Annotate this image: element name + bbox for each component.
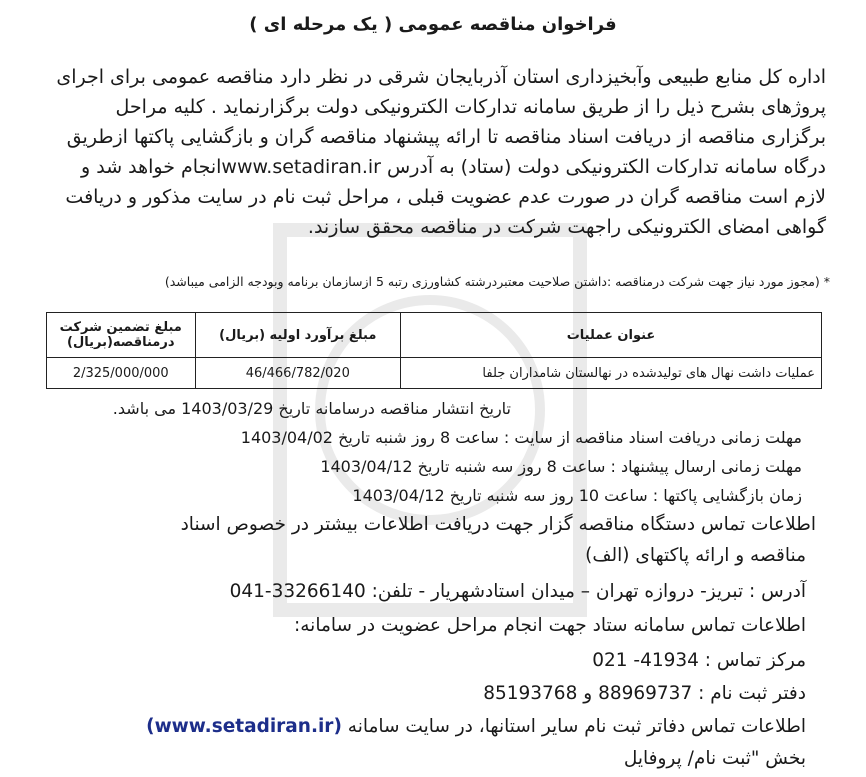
cell-guarantee-amount: 2/325/000/000 [47, 358, 196, 389]
intro-line: درگاه سامانه تدارکات الکترونیکی دولت (ستاد) به آدرس www.setadiran.irانجام خواهد شد و [81, 156, 826, 178]
table-row [47, 358, 822, 389]
contact-info-line: اطلاعات تماس دستگاه مناقصه گزار جهت دریافت اطلاعات بیشتر در خصوص اسناد [180, 514, 816, 535]
publish-date: تاریخ انتشار مناقصه درسامانه تاریخ 1403/03/29 می باشد. [112, 399, 511, 418]
intro-line: اداره کل منابع طبیعی وآبخیزداری استان آذربایجان شرقی در نظر دارد مناقصه عمومی برای اجرای [56, 66, 826, 88]
header-guarantee-amount: مبلغ تضمین شرکت درمناقصه(بریال) [47, 313, 196, 358]
table-header-row [47, 313, 822, 358]
opening-time: زمان بازگشایی پاکتها : ساعت 10 روز سه شنبه تاریخ 1403/04/12 [352, 486, 802, 505]
watermark-emblem [220, 210, 640, 630]
cell-operation-title: عملیات داشت نهال های تولیدشده در نهالستان شامداران جلفا [401, 358, 822, 389]
cell-initial-estimate: 46/466/782/020 [195, 358, 401, 389]
operations-table [46, 312, 822, 389]
intro-line: لازم است مناقصه گران در صورت عدم عضویت قبلی ، مراحل ثبت نام در سایت مذکور و دریافت [65, 186, 826, 208]
license-note: * (مجوز مورد نیاز جهت شرکت درمناقصه :داشتن صلاحیت معتبردرشته کشاورزی رتبه 5 ازسازمان برنامه وبودجه الزامی میباشد) [164, 274, 830, 289]
other-provinces-text: اطلاعات تماس دفاتر ثبت نام سایر استانها، در سایت سامانه [341, 716, 806, 737]
intro-line: پروژهای بشرح ذیل را از طریق سامانه تدارکات الکترونیکی دولت برگزارنماید . کلیه مراحل [115, 96, 826, 118]
contact-info-line: مناقصه و ارائه پاکتهای (الف) [585, 545, 806, 566]
intro-line: گواهی امضای الکترونیکی راجهت شرکت در مناقصه محقق سازند. [307, 216, 826, 238]
intro-line: برگزاری مناقصه از دریافت اسناد مناقصه تا ارائه پیشنهاد مناقصه گران و بازگشایی پاکتها ازطریق [66, 126, 826, 148]
header-initial-estimate: مبلغ برآورد اولیه (بریال) [195, 313, 401, 358]
call-center: مرکز تماس : 41934- 021 [592, 650, 806, 671]
setad-contact-heading: اطلاعات تماس سامانه ستاد جهت انجام مراحل عضویت در سامانه: [294, 615, 806, 636]
document-deadline: مهلت زمانی دریافت اسناد مناقصه از سایت : ساعت 8 روز شنبه تاریخ 1403/04/02 [240, 428, 802, 447]
registry-office: دفتر ثبت نام : 88969737 و 85193768 [483, 683, 806, 704]
address: آدرس : تبریز- دروازه تهران – میدان استادشهریار - تلفن: 33266140-041 [229, 581, 806, 602]
header-operation-title: عنوان عملیات [401, 313, 822, 358]
other-provinces-contact [146, 716, 806, 737]
setadiran-link[interactable]: (www.setadiran.ir) [146, 716, 342, 737]
profile-section: بخش "ثبت نام/ پروفایل [623, 748, 806, 769]
page-title: فراخوان مناقصه عمومی ( یک مرحله ای ) [249, 14, 617, 35]
intro-paragraph [40, 62, 826, 242]
bid-deadline: مهلت زمانی ارسال پیشنهاد : ساعت 8 روز سه شنبه تاریخ 1403/04/12 [320, 457, 802, 476]
